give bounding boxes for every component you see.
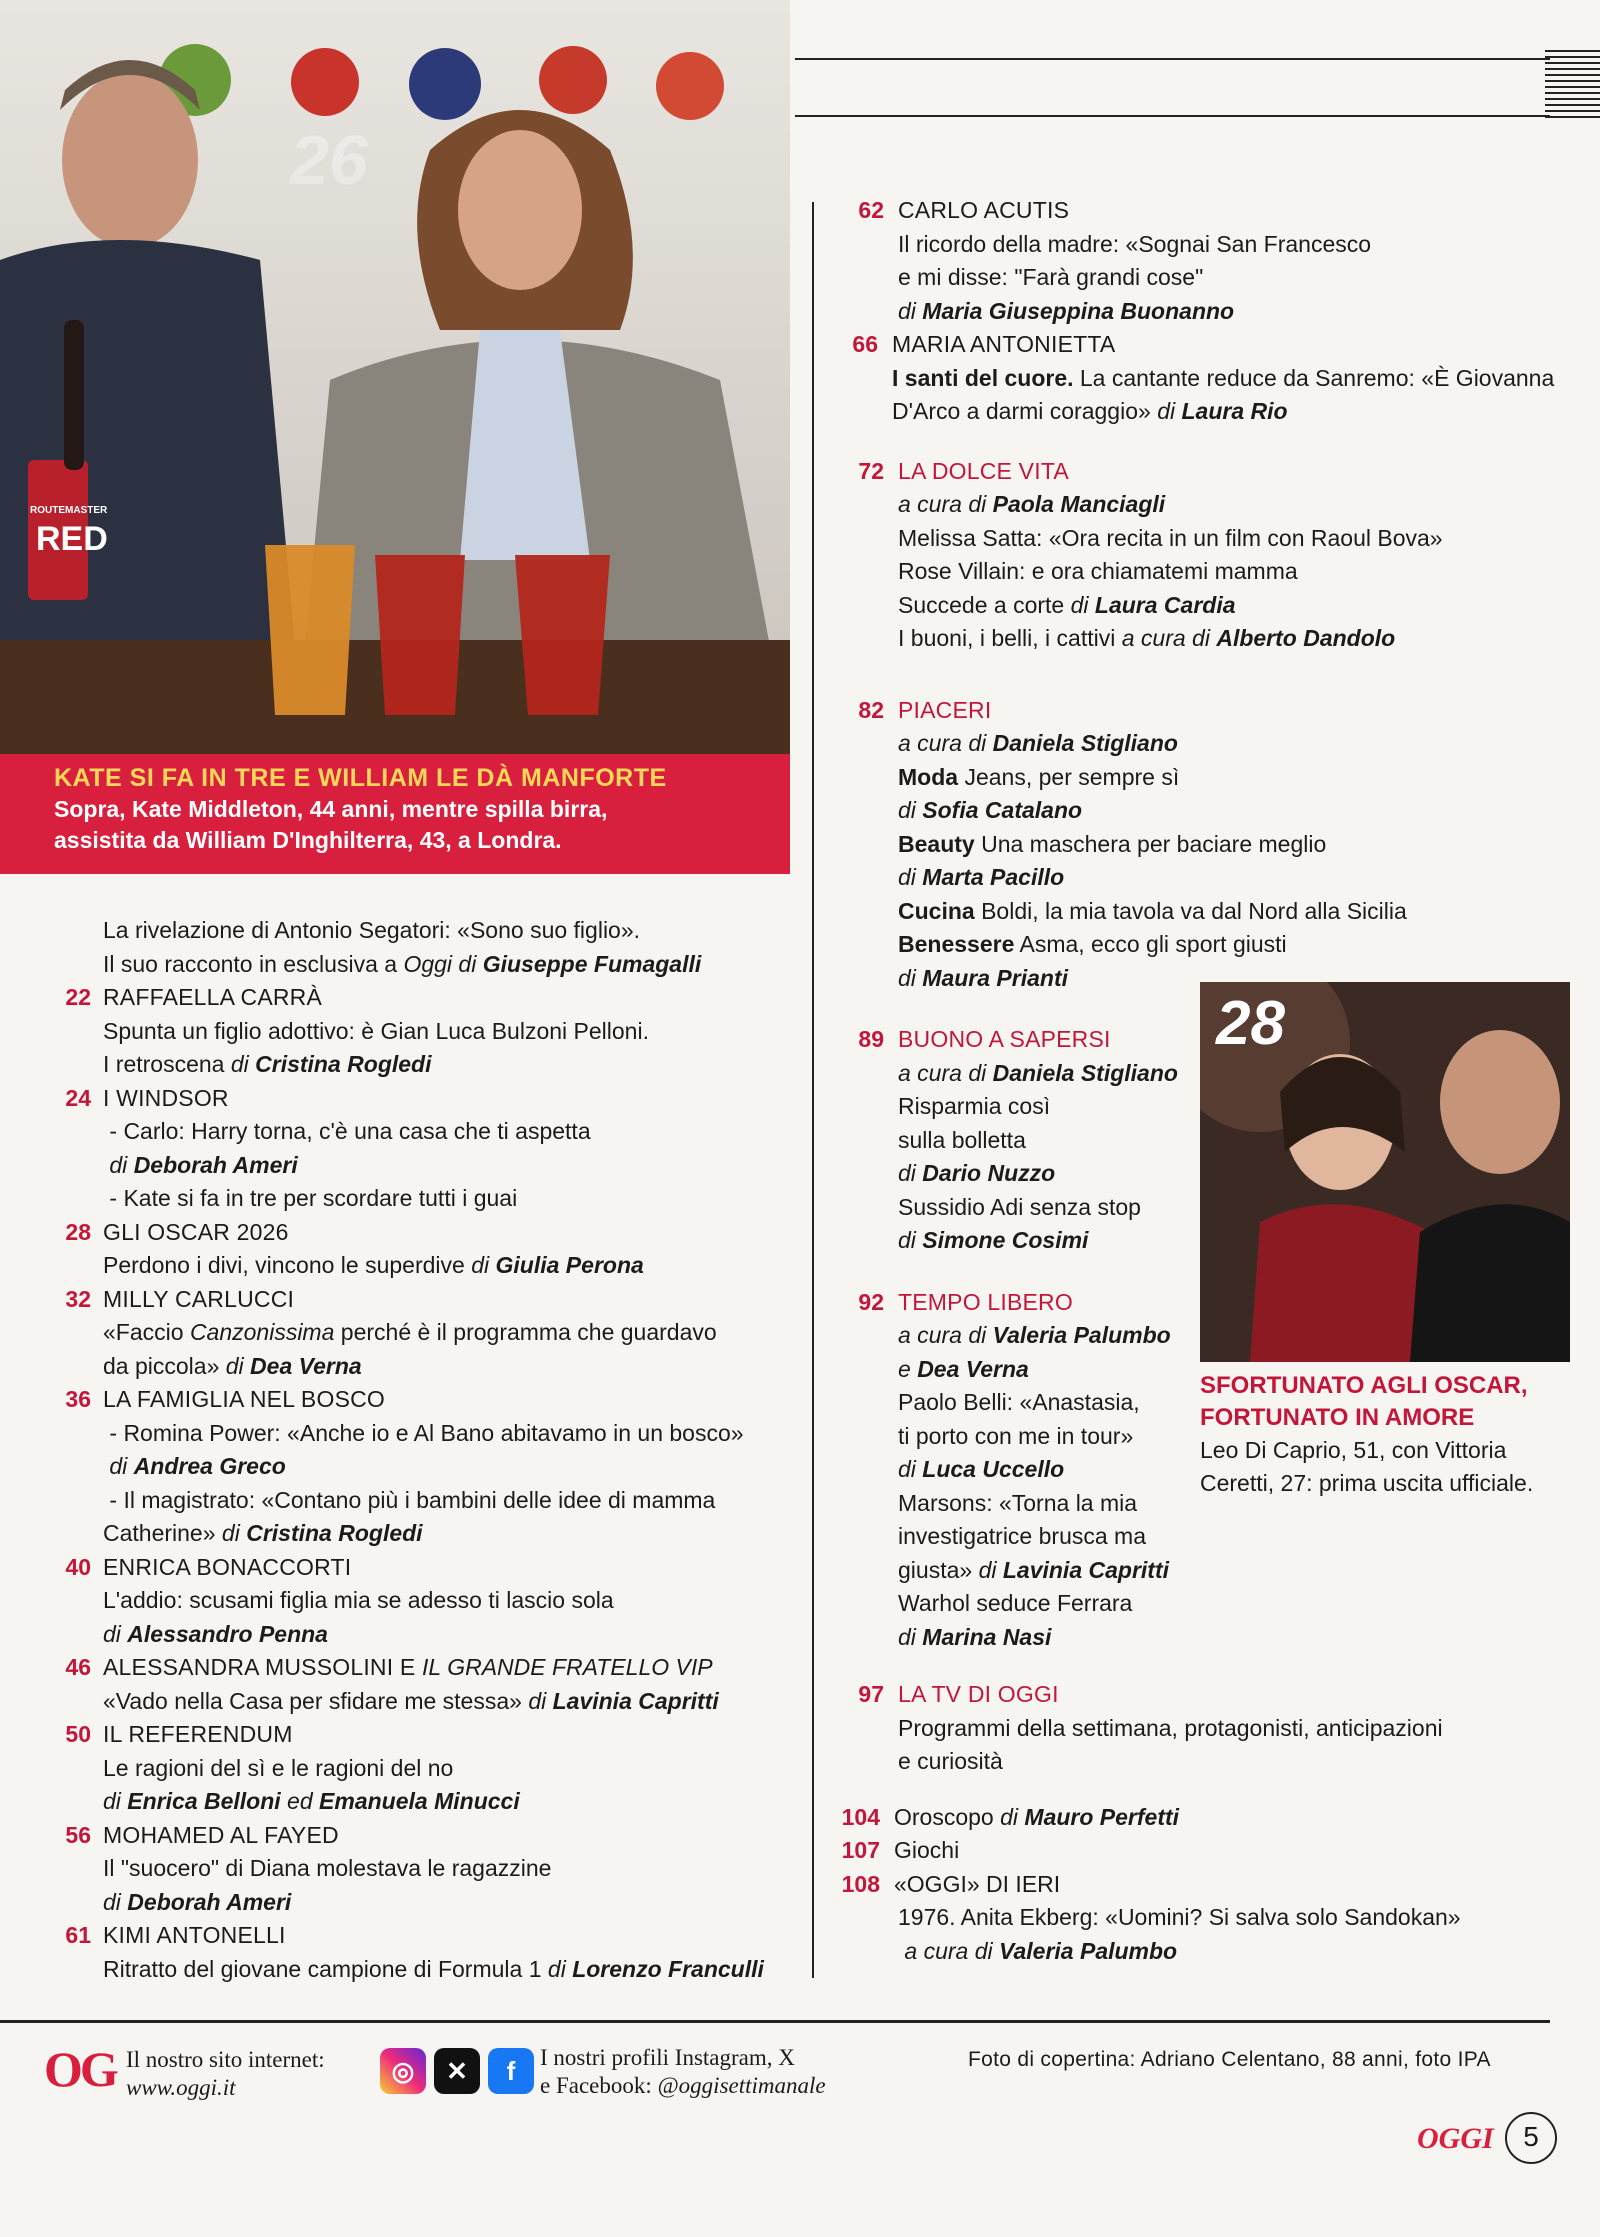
hero-caption-line2: assistita da William D'Inghilterra, 43, a Londra. — [54, 827, 562, 853]
toc-entry-24[interactable]: 24 I WINDSOR — [65, 1084, 229, 1111]
toc-entry-46[interactable]: 46 ALESSANDRA MUSSOLINI E IL GRANDE FRATELLO VIP — [65, 1654, 713, 1680]
toc-left-column: La rivelazione di Antonio Segatori: «Sono suo figlio». Il suo racconto in esclusiva a Oggi di Giuseppe Fumagalli 22 RAFFAELLA CARRÀ Spunta un figlio adottivo: è Gian Luca Bulzoni Pelloni. I retroscena di Cristina Rogledi 24 I WINDSOR - Carlo: Harry torna, c'è una casa che ti aspetta di Deborah Ameri - Kate si fa in tre per scordare tutti i guai 28 GLI OSCAR 2026 Perdono i divi, vincono le superdive di Giulia Perona 32 MILLY CARLUCCI «Faccio Canzonissima perché è il programma che guardavo da piccola» di Dea Verna 36 LA FAMIGLIA NEL BOSCO - Romina Power: «Anche io e Al Bano abitavamo in un bosco» di Andrea Greco - Il magistrato: «Contano più i bambini delle idee di mamma Catherine» di Cristina Rogledi 40 ENRICA BONACCORTI L'addio: scusami figlia mia se adesso ti lascio sola di Alessandro Penna 46 ALESSANDRA MUSSOLINI E IL GRANDE FRATELLO VIP «Vado nella Casa per sfidare me stessa» di Lavinia Capritti 50 IL REFERENDUM Le ragioni del sì e le ragioni del no di Enrica Belloni ed Emanuela Minucci 56 MOHAMED AL FAYED Il "suocero" di Diana molestava le ragazzine di Deborah Ameri 61 KIMI ANTONELLI Ritratto del giovane campione di Formula 1 di Lorenzo Franculli — [103, 914, 803, 1986]
pump-red-label: RED — [36, 520, 108, 558]
toc-entry-50[interactable]: 50 IL REFERENDUM — [65, 1721, 293, 1747]
oggi-logo: OGGI — [1417, 2122, 1494, 2155]
pump-brand-label: ROUTEMASTER — [30, 505, 108, 516]
oscar-caption: SFORTUNATO AGLI OSCAR, FORTUNATO IN AMORE Leo Di Caprio, 51, con Vittoria Ceretti, 27: prima uscita ufficiale. — [1200, 1372, 1534, 1496]
toc-entry-107[interactable]: 107 Giochi — [841, 1837, 960, 1863]
site-info: Il nostro sito internet: www.oggi.it — [126, 2047, 325, 2100]
footer — [0, 2040, 1600, 2160]
social-profiles: I nostri profili Instagram, X e Facebook: @oggisettimanale — [540, 2045, 826, 2098]
toc-entry-66[interactable]: 66 MARIA ANTONIETTA — [852, 331, 1116, 357]
hatch-pattern — [1545, 50, 1600, 120]
toc-entry-89[interactable]: 89 BUONO A SAPERSI — [858, 1026, 1111, 1052]
hero-caption-headline: KATE SI FA IN TRE E WILLIAM LE DÀ MANFORTE — [54, 764, 667, 792]
social-icons — [380, 2048, 534, 2094]
toc-entry-28[interactable]: 28 GLI OSCAR 2026 — [65, 1218, 289, 1245]
hero-page-ref: 26 — [290, 121, 368, 199]
page-number: 5 — [1505, 2112, 1557, 2164]
toc-entry-97[interactable]: 97 LA TV DI OGGI — [858, 1681, 1059, 1707]
instagram-icon[interactable]: ◎ — [380, 2048, 426, 2094]
top-rule — [795, 58, 1550, 60]
toc-entry-72[interactable]: 72 LA DOLCE VITA — [858, 457, 1069, 484]
toc-entry-61[interactable]: 61 KIMI ANTONELLI — [65, 1922, 286, 1948]
social-handle[interactable]: @oggisettimanale — [657, 2073, 826, 2098]
cover-credit: Foto di copertina: Adriano Celentano, 88 anni, foto IPA — [968, 2048, 1491, 2071]
toc-entry-62[interactable]: 62 CARLO ACUTIS — [858, 197, 1070, 223]
toc-entry-40[interactable]: 40 ENRICA BONACCORTI — [65, 1553, 352, 1580]
x-icon[interactable]: ✕ — [434, 2048, 480, 2094]
top-rule-2 — [795, 115, 1550, 117]
toc-entry-92[interactable]: 92 TEMPO LIBERO — [858, 1288, 1073, 1315]
site-link[interactable]: www.oggi.it — [126, 2075, 236, 2100]
oscar-page-ref: 28 — [1216, 989, 1285, 1058]
footer-rule — [0, 2020, 1550, 2023]
toc-right-column: 62 CARLO ACUTIS Il ricordo della madre: «Sognai San Francesco e mi disse: "Farà grandi cose" di Maria Giuseppina Buonanno 66 MARIA ANTONIETTA I santi del cuore. La cantante reduce da Sanremo: «È Giovanna D'Arco a darmi coraggio» di Laura Rio 72 LA DOLCE VITA a cura di Paola Manciagli Melissa Satta: «Ora recita in un film con Raoul Bova» Rose Villain: e ora chiamatemi mamma Succede a corte di Laura Cardia I buoni, i belli, i cattivi a cura di Alberto Dandolo 82 PIACERI a cura di Daniela Stigliano Moda Jeans, per sempre sì di Sofia Catalano Beauty Una maschera per baciare meglio di Marta Pacillo Cucina Boldi, la mia tavola va dal Nord alla Sicilia Benessere Asma, ecco gli sport giusti di Maura Prianti 89 BUONO A SAPERSI a cura di Daniela Stigliano Risparmia così sulla bolletta di Dario Nuzzo Sussidio Adi senza stop di Simone Cosimi 92 TEMPO LIBERO a cura di Valeria Palumbo e Dea Verna Paolo Belli: «Anastasia, ti porto con me in tour» di Luca Uccello Marsons: «Torna la mia investigatrice brusca ma giusta» di Lavinia Capritti Warhol seduce Ferrara di Marina Nasi 97 LA TV DI OGGI Programmi della settimana, protagonisti, anticipazioni e curiosità 104 Oroscopo di Mauro Perfetti 107 Giochi 108 «OGGI» DI IERI 1976. Anita Ekberg: «Uomini? Si salva solo Sandokan» a cura di Valeria Palumbo — [898, 194, 1578, 1968]
toc-entry-82[interactable]: 82 PIACERI — [858, 696, 992, 723]
toc-entry-56[interactable]: 56 MOHAMED AL FAYED — [65, 1821, 339, 1848]
toc-entry-32[interactable]: 32 MILLY CARLUCCI — [65, 1285, 295, 1312]
column-divider — [812, 202, 814, 1978]
toc-entry-108[interactable]: 108 «OGGI» DI IERI — [841, 1870, 1061, 1897]
hero-caption-line1: Sopra, Kate Middleton, 44 anni, mentre spilla birra, — [54, 796, 608, 822]
intro-line-2: Il suo racconto in esclusiva a Oggi di Giuseppe Fumagalli — [103, 950, 702, 977]
toc-entry-36[interactable]: 36 LA FAMIGLIA NEL BOSCO — [65, 1386, 386, 1412]
toc-entry-22[interactable]: 22 RAFFAELLA CARRÀ — [65, 984, 323, 1010]
intro-line-1: La rivelazione di Antonio Segatori: «Sono suo figlio». — [103, 917, 641, 943]
og-logo: OG — [44, 2041, 116, 2097]
facebook-icon[interactable]: f — [488, 2048, 534, 2094]
hero-caption — [0, 754, 790, 874]
toc-entry-104[interactable]: 104 Oroscopo di Mauro Perfetti — [841, 1803, 1180, 1830]
hero-photo — [0, 0, 790, 754]
